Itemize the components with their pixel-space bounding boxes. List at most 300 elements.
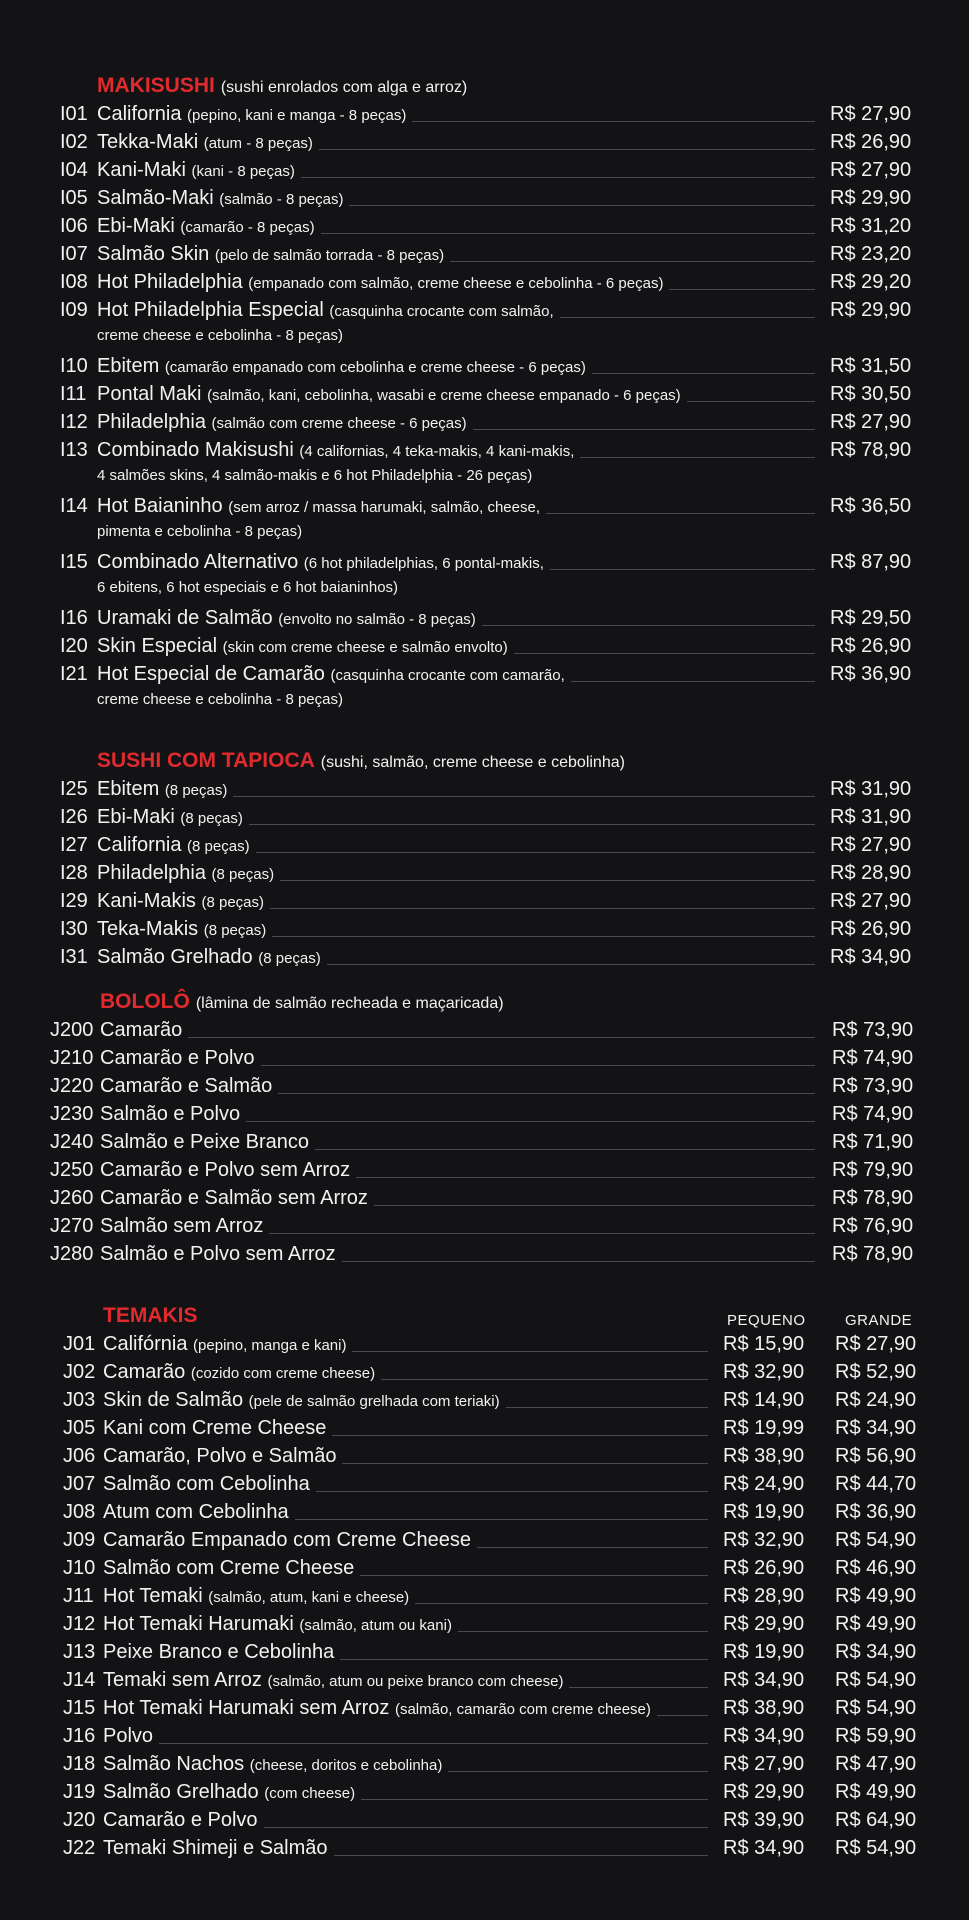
item-code: I09: [60, 299, 88, 321]
menu-item: [0, 100, 969, 128]
item-detail: (pepino, kani e manga - 8 peças): [187, 107, 407, 124]
menu-item: [0, 1722, 969, 1750]
item-price-small: R$ 28,90: [723, 1585, 805, 1607]
item-detail-continued: pimenta e cebolinha - 8 peças): [97, 523, 303, 540]
item-price-large: R$ 56,90: [835, 1445, 917, 1467]
item-price-small: R$ 19,90: [723, 1641, 805, 1663]
menu-item: [0, 1044, 969, 1072]
item-description: [97, 862, 280, 885]
item-description: [97, 551, 550, 574]
item-name: Combinado Alternativo: [97, 551, 299, 573]
item-name: Temaki sem Arroz: [103, 1669, 262, 1691]
item-detail: (casquinha crocante com salmão,: [329, 303, 554, 320]
item-name: Camarão e Polvo: [100, 1047, 255, 1069]
item-code: I07: [60, 243, 88, 265]
menu-section: [0, 72, 969, 716]
item-description: [100, 1243, 342, 1266]
item-code: J10: [63, 1557, 96, 1579]
item-price: R$ 73,90: [832, 1075, 914, 1097]
menu-item: [0, 1016, 969, 1044]
item-name: Teka-Makis: [97, 918, 199, 940]
section-subtitle: (sushi enrolados com alga e arroz): [220, 79, 468, 96]
item-name: Salmão Grelhado: [103, 1781, 259, 1803]
item-description: [100, 1075, 278, 1098]
item-description: [103, 1557, 360, 1580]
menu-item: [0, 660, 969, 688]
item-detail: (8 peças): [203, 922, 267, 939]
item-name: Camarão e Polvo: [103, 1809, 258, 1831]
item-detail: (salmão, kani, cebolinha, wasabi e creme cheese empanado - 6 peças): [207, 387, 681, 404]
item-description: [97, 663, 571, 686]
item-name: Kani-Makis: [97, 890, 196, 912]
menu-item: [0, 1666, 969, 1694]
item-code: J19: [63, 1781, 96, 1803]
item-code: I26: [60, 806, 88, 828]
item-name: Salmão com Creme Cheese: [103, 1557, 355, 1579]
menu-item: [0, 943, 969, 971]
item-description: [103, 1585, 415, 1608]
item-code: J15: [63, 1697, 96, 1719]
section-title-text: MAKISUSHI: [97, 74, 215, 97]
menu-item: [0, 1582, 969, 1610]
menu-item: [0, 268, 969, 296]
item-name: Salmão Skin: [97, 243, 210, 265]
item-price: R$ 27,90: [830, 159, 912, 181]
item-name: Philadelphia: [97, 862, 206, 884]
item-price: R$ 31,90: [830, 806, 912, 828]
item-code: I25: [60, 778, 88, 800]
item-detail: (pelo de salmão torrada - 8 peças): [214, 247, 445, 264]
item-name: Califórnia: [103, 1333, 188, 1355]
item-name: Camarão e Salmão: [100, 1075, 273, 1097]
item-name: Salmão Nachos: [103, 1753, 245, 1775]
item-detail: (8 peças): [201, 894, 265, 911]
menu-item: [0, 1750, 969, 1778]
item-detail: (empanado com salmão, creme cheese e cebolinha - 6 peças): [248, 275, 664, 292]
item-price-small: R$ 29,90: [723, 1613, 805, 1635]
item-description: [103, 1501, 295, 1524]
item-code: J220: [50, 1075, 94, 1097]
item-code: J07: [63, 1473, 96, 1495]
item-name: Camarão e Salmão sem Arroz: [100, 1187, 368, 1209]
item-code: I11: [60, 383, 87, 405]
menu-item: [0, 1442, 969, 1470]
menu-item: [0, 1610, 969, 1638]
item-code: J02: [63, 1361, 96, 1383]
menu-item: [0, 1638, 969, 1666]
dot-leader: [120, 1037, 815, 1038]
item-name: Hot Especial de Camarão: [97, 663, 325, 685]
item-description: [97, 383, 687, 406]
item-name: Camarão Empanado com Creme Cheese: [103, 1529, 471, 1551]
menu-item: [0, 1156, 969, 1184]
item-description: [97, 411, 473, 434]
menu-item: [0, 1100, 969, 1128]
menu-item: [0, 184, 969, 212]
item-description: [97, 215, 321, 238]
item-code: I21: [60, 663, 88, 685]
section-title: [97, 74, 467, 98]
item-code: J09: [63, 1529, 96, 1551]
menu-item: [0, 296, 969, 324]
item-price-small: R$ 14,90: [723, 1389, 805, 1411]
item-detail: (kani - 8 peças): [191, 163, 295, 180]
menu-item: [0, 1694, 969, 1722]
item-price: R$ 29,90: [830, 187, 912, 209]
item-code: J240: [50, 1131, 94, 1153]
item-name: Hot Temaki Harumaki: [103, 1613, 294, 1635]
menu-item: [0, 1834, 969, 1862]
item-description: [97, 607, 482, 630]
menu-item: [0, 915, 969, 943]
item-code: I30: [60, 918, 88, 940]
dot-leader: [123, 1743, 708, 1744]
item-description: [103, 1641, 340, 1664]
item-detail-continued: 4 salmões skins, 4 salmão-makis e 6 hot Philadelphia - 26 peças): [97, 467, 533, 484]
item-price: R$ 71,90: [832, 1131, 914, 1153]
menu-item-continuation: [0, 520, 969, 548]
item-price: R$ 27,90: [830, 890, 912, 912]
item-code: I31: [60, 946, 88, 968]
item-detail: (camarão empanado com cebolinha e creme cheese - 6 peças): [164, 359, 586, 376]
item-price: R$ 31,90: [830, 778, 912, 800]
item-price-large: R$ 54,90: [835, 1837, 917, 1859]
item-description: [97, 159, 301, 182]
item-name: Philadelphia: [97, 411, 206, 433]
section-subtitle: (sushi, salmão, creme cheese e cebolinha): [320, 754, 625, 771]
item-description: [103, 1781, 361, 1804]
item-code: I27: [60, 834, 88, 856]
menu-item: [0, 212, 969, 240]
item-name: Ebi-Maki: [97, 806, 175, 828]
item-detail: (salmão com creme cheese - 6 peças): [211, 415, 467, 432]
item-description: [97, 103, 412, 126]
item-detail-continued: creme cheese e cebolinha - 8 peças): [97, 327, 343, 344]
item-price: R$ 27,90: [830, 834, 912, 856]
item-code: J18: [63, 1753, 96, 1775]
menu-item: [0, 492, 969, 520]
item-detail: (skin com creme cheese e salmão envolto): [222, 639, 508, 656]
item-name: Kani-Maki: [97, 159, 186, 181]
item-description: [97, 439, 580, 462]
item-price: R$ 29,50: [830, 607, 912, 629]
item-code: J16: [63, 1725, 96, 1747]
item-code: I20: [60, 635, 88, 657]
item-description: [97, 495, 546, 518]
item-code: J14: [63, 1669, 96, 1691]
item-price: R$ 27,90: [830, 103, 912, 125]
item-price: R$ 29,90: [830, 299, 912, 321]
item-name: Hot Temaki: [103, 1585, 203, 1607]
item-description: [103, 1809, 264, 1832]
item-price-small: R$ 32,90: [723, 1529, 805, 1551]
column-header-large: GRANDE: [845, 1312, 913, 1329]
item-detail: (sem arroz / massa harumaki, salmão, cheese,: [228, 499, 540, 516]
item-detail: (cheese, doritos e cebolinha): [249, 1757, 443, 1774]
menu-item: [0, 859, 969, 887]
item-price-large: R$ 54,90: [835, 1529, 917, 1551]
menu-item: [0, 1414, 969, 1442]
section-title: [103, 1304, 198, 1328]
section-subtitle: (lâmina de salmão recheada e maçaricada): [195, 995, 504, 1012]
item-name: Polvo: [103, 1725, 154, 1747]
item-description: [103, 1725, 159, 1748]
item-name: Salmão e Polvo sem Arroz: [100, 1243, 336, 1265]
item-description: [103, 1417, 332, 1440]
menu-item: [0, 380, 969, 408]
menu-item-continuation: [0, 576, 969, 604]
menu-item-continuation: [0, 464, 969, 492]
item-name: Ebitem: [97, 778, 160, 800]
item-name: Salmão sem Arroz: [100, 1215, 264, 1237]
item-price-large: R$ 46,90: [835, 1557, 917, 1579]
menu-item: [0, 1184, 969, 1212]
item-name: Ebitem: [97, 355, 160, 377]
item-detail: (4 californias, 4 teka-makis, 4 kani-makis,: [299, 443, 575, 460]
item-description: [97, 946, 327, 969]
menu-item: [0, 1330, 969, 1358]
item-code: J200: [50, 1019, 94, 1041]
item-price: R$ 28,90: [830, 862, 912, 884]
menu-item: [0, 1358, 969, 1386]
item-price: R$ 74,90: [832, 1047, 914, 1069]
menu-item: [0, 1240, 969, 1268]
item-description: [103, 1837, 334, 1860]
item-code: J11: [63, 1585, 94, 1607]
item-name: Peixe Branco e Cebolinha: [103, 1641, 335, 1663]
item-description: [97, 918, 272, 941]
item-code: I13: [60, 439, 88, 461]
item-detail: (8 peças): [211, 866, 275, 883]
item-description: [103, 1529, 477, 1552]
menu-section: [0, 1302, 969, 1862]
item-code: I06: [60, 215, 88, 237]
item-price: R$ 76,90: [832, 1215, 914, 1237]
item-detail: (salmão, atum ou peixe branco com cheese): [267, 1673, 564, 1690]
section-title: [97, 749, 625, 773]
item-detail: (pepino, manga e kani): [193, 1337, 347, 1354]
item-code: I04: [60, 159, 88, 181]
item-description: [103, 1613, 458, 1636]
item-price-large: R$ 52,90: [835, 1361, 917, 1383]
item-description: [103, 1333, 352, 1356]
item-code: J03: [63, 1389, 96, 1411]
item-code: I15: [60, 551, 88, 573]
item-price: R$ 30,50: [830, 383, 912, 405]
item-code: J280: [50, 1243, 94, 1265]
item-name: Atum com Cebolinha: [103, 1501, 289, 1523]
item-price: R$ 78,90: [832, 1243, 914, 1265]
menu-item: [0, 604, 969, 632]
item-name: Hot Philadelphia Especial: [97, 299, 324, 321]
item-code: J01: [63, 1333, 96, 1355]
item-name: Combinado Makisushi: [97, 439, 294, 461]
menu-item: [0, 632, 969, 660]
menu-item: [0, 1778, 969, 1806]
item-price-large: R$ 34,90: [835, 1417, 917, 1439]
item-code: I29: [60, 890, 88, 912]
item-name: Salmão-Maki: [97, 187, 214, 209]
item-name: Temaki Shimeji e Salmão: [103, 1837, 328, 1859]
item-name: California: [97, 103, 182, 125]
item-price: R$ 36,90: [830, 663, 912, 685]
menu-item: [0, 436, 969, 464]
item-price: R$ 36,50: [830, 495, 912, 517]
item-code: J05: [63, 1417, 96, 1439]
item-name: Camarão e Polvo sem Arroz: [100, 1159, 351, 1181]
item-code: J250: [50, 1159, 94, 1181]
item-code: J260: [50, 1187, 94, 1209]
item-description: [97, 635, 514, 658]
item-code: J270: [50, 1215, 94, 1237]
item-price-small: R$ 19,90: [723, 1501, 805, 1523]
menu-section: [0, 747, 969, 971]
item-detail: (com cheese): [264, 1785, 356, 1802]
item-price: R$ 23,20: [830, 243, 912, 265]
item-name: Salmão com Cebolinha: [103, 1473, 310, 1495]
item-price: R$ 27,90: [830, 411, 912, 433]
menu-item: [0, 1072, 969, 1100]
item-name: California: [97, 834, 182, 856]
item-description: [103, 1473, 316, 1496]
item-detail: (atum - 8 peças): [203, 135, 313, 152]
menu-section: [0, 988, 969, 1268]
menu-item: [0, 775, 969, 803]
item-code: J06: [63, 1445, 96, 1467]
item-description: [100, 1159, 356, 1182]
item-detail: (salmão, camarão com creme cheese): [394, 1701, 651, 1718]
item-price-large: R$ 49,90: [835, 1585, 917, 1607]
item-name: Tekka-Maki: [97, 131, 199, 153]
item-detail-continued: creme cheese e cebolinha - 8 peças): [97, 691, 343, 708]
item-price: R$ 79,90: [832, 1159, 914, 1181]
item-name: Ebi-Maki: [97, 215, 175, 237]
item-price: R$ 26,90: [830, 635, 912, 657]
section-title-text: BOLOLÔ: [100, 990, 190, 1013]
item-description: [100, 1047, 261, 1070]
section-title-text: SUSHI COM TAPIOCA: [97, 749, 315, 772]
item-description: [97, 187, 349, 210]
item-name: Pontal Maki: [97, 383, 202, 405]
menu-item: [0, 1498, 969, 1526]
menu-item: [0, 1128, 969, 1156]
item-description: [97, 271, 669, 294]
item-description: [100, 1215, 269, 1238]
item-price: R$ 34,90: [830, 946, 912, 968]
item-price: R$ 87,90: [830, 551, 912, 573]
item-description: [97, 243, 450, 266]
item-price-small: R$ 38,90: [723, 1697, 805, 1719]
item-detail: (salmão - 8 peças): [219, 191, 344, 208]
item-price-large: R$ 36,90: [835, 1501, 917, 1523]
item-price-small: R$ 26,90: [723, 1557, 805, 1579]
item-description: [97, 299, 560, 322]
item-description: [100, 1019, 188, 1042]
item-price-large: R$ 49,90: [835, 1613, 917, 1635]
item-price-large: R$ 27,90: [835, 1333, 917, 1355]
item-code: I28: [60, 862, 88, 884]
item-description: [100, 1187, 374, 1210]
menu-item: [0, 803, 969, 831]
item-price-large: R$ 47,90: [835, 1753, 917, 1775]
item-name: Camarão: [100, 1019, 183, 1041]
menu-item: [0, 240, 969, 268]
item-description: [103, 1753, 448, 1776]
item-detail-continued: 6 ebitens, 6 hot especiais e 6 hot baianinhos): [97, 579, 399, 596]
item-detail: (salmão, atum, kani e cheese): [208, 1589, 410, 1606]
item-code: J210: [50, 1047, 94, 1069]
item-price: R$ 31,20: [830, 215, 912, 237]
item-name: Salmão Grelhado: [97, 946, 253, 968]
item-code: I10: [60, 355, 88, 377]
item-description: [100, 1131, 315, 1154]
item-description: [97, 131, 319, 154]
item-price-large: R$ 59,90: [835, 1725, 917, 1747]
item-code: I14: [60, 495, 88, 517]
item-price-large: R$ 24,90: [835, 1389, 917, 1411]
section-header: [0, 1302, 969, 1330]
item-detail: (cozido com creme cheese): [190, 1365, 376, 1382]
section-header: [0, 72, 969, 100]
menu-item: [0, 887, 969, 915]
item-code: J22: [63, 1837, 96, 1859]
item-detail: (pele de salmão grelhada com teriaki): [248, 1393, 500, 1410]
item-price: R$ 26,90: [830, 131, 912, 153]
menu-item: [0, 1212, 969, 1240]
menu-item: [0, 548, 969, 576]
menu-item: [0, 1554, 969, 1582]
item-detail: (camarão - 8 peças): [180, 219, 315, 236]
item-price-small: R$ 34,90: [723, 1669, 805, 1691]
item-description: [97, 834, 256, 857]
item-price-small: R$ 32,90: [723, 1361, 805, 1383]
item-code: J13: [63, 1641, 96, 1663]
item-price-large: R$ 49,90: [835, 1781, 917, 1803]
item-description: [103, 1445, 342, 1468]
item-description: [103, 1389, 506, 1412]
menu-item-continuation: [0, 324, 969, 352]
item-price-small: R$ 34,90: [723, 1837, 805, 1859]
item-detail: (8 peças): [258, 950, 321, 967]
item-price-large: R$ 64,90: [835, 1809, 917, 1831]
item-price-small: R$ 24,90: [723, 1473, 805, 1495]
menu-item: [0, 1806, 969, 1834]
item-name: Hot Baianinho: [97, 495, 223, 517]
item-price-large: R$ 54,90: [835, 1697, 917, 1719]
item-price-small: R$ 15,90: [723, 1333, 805, 1355]
item-description: [97, 778, 233, 801]
menu-item-continuation: [0, 688, 969, 716]
item-price-small: R$ 38,90: [723, 1445, 805, 1467]
item-detail: (6 hot philadelphias, 6 pontal-makis,: [303, 555, 544, 572]
item-code: I05: [60, 187, 88, 209]
item-price-small: R$ 39,90: [723, 1809, 805, 1831]
item-code: I02: [60, 131, 88, 153]
item-price-large: R$ 44,70: [835, 1473, 917, 1495]
item-name: Salmão e Peixe Branco: [100, 1131, 310, 1153]
menu-item: [0, 1526, 969, 1554]
item-code: I01: [60, 103, 88, 125]
item-price: R$ 29,20: [830, 271, 912, 293]
item-name: Skin de Salmão: [103, 1389, 244, 1411]
item-name: Uramaki de Salmão: [97, 607, 273, 629]
section-title-text: TEMAKIS: [103, 1304, 198, 1327]
item-price-small: R$ 19,99: [723, 1417, 805, 1439]
item-description: [103, 1669, 569, 1692]
item-code: I16: [60, 607, 88, 629]
column-header-small: PEQUENO: [727, 1312, 806, 1329]
item-price: R$ 73,90: [832, 1019, 914, 1041]
